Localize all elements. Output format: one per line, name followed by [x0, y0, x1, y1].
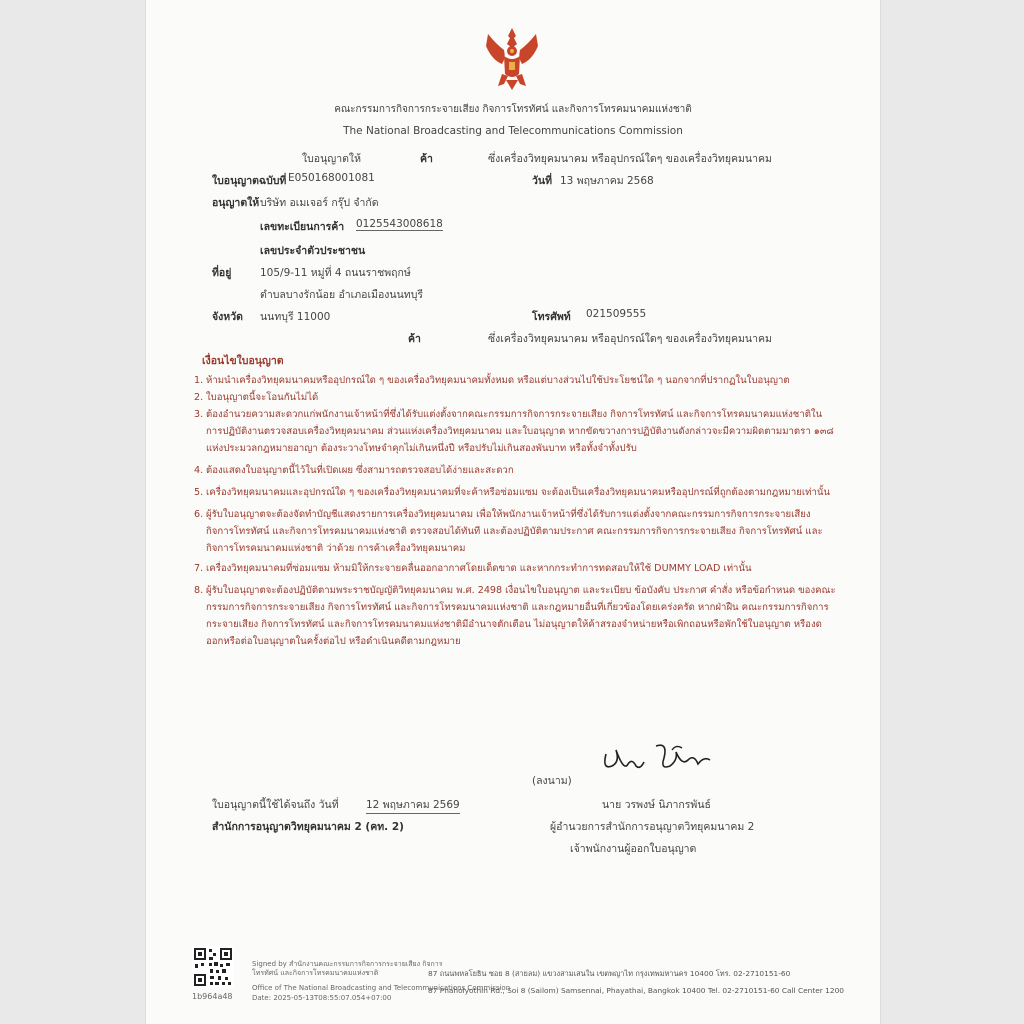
address-line1: 105/9-11 หมู่ที่ 4 ถนนราชพฤกษ์	[260, 267, 411, 279]
condition-item	[194, 389, 836, 406]
condition-number: 1.	[194, 375, 204, 386]
license-number-label: ใบอนุญาตฉบับที่	[212, 175, 287, 187]
signed-by-en: Office of The National Broadcasting and Telecommunications Commission	[252, 984, 511, 992]
license-document	[146, 0, 880, 1024]
commission-name-en: The National Broadcasting and Telecommunications Commission	[343, 125, 683, 137]
trade-registration-number: 0125543008618	[356, 218, 443, 230]
license-type-word: ค้า	[420, 153, 433, 165]
condition-number: 5.	[194, 487, 204, 498]
phone-label: โทรศัพท์	[532, 311, 571, 323]
condition-text: ผู้รับใบอนุญาตจะต้องปฏิบัติตามพระราชบัญญัติวิทยุคมนาคม พ.ศ. 2498 เงื่อนไขใบอนุญาต และระเบียบ ข้อบังคับ ประกาศ คำสั่ง หรือข้อกำหนด ของคณะกรรมการกิจการกระจายเสียง กิจการโทรทัศน์ และกิจการโทรคมนาคมแห่งชาติ และกฎหมายอื่นที่เกี่ยวข้องโดยเคร่งครัด หากฝ่าฝืน คณะกรรมการกิจการกระจายเสียง กิจการโทรทัศน์ และกิจการโทรคมนาคมแห่งชาติมีอำนาจตักเตือน ไม่อนุญาตให้ค้าสรองจำหน่ายหรือเพิกถอนหรือพักใช้ใบอนุญาต หรืองดออกหรือต่อใบอนุญาตในครั้งต่อไป หรือดำเนินคดีตามกฎหมาย	[206, 585, 836, 647]
signature-date: Date: 2025-05-13T08:55:07.054+07:00	[252, 994, 392, 1002]
license-number: E050168001081	[288, 172, 375, 184]
grantee-name: บริษัท อเมเจอร์ กรุ๊ป จำกัด	[260, 197, 379, 209]
qr-code-icon	[192, 946, 234, 988]
condition-text: เครื่องวิทยุคมนาคมที่ซ่อมแซม ห้ามมิให้กระจายคลื่นออกอากาศโดยเด็ดขาด และหากกระทำการทดสอบให้ใช้ DUMMY LOAD เท่านั้น	[206, 563, 752, 574]
license-subject: ซึ่งเครื่องวิทยุคมนาคม หรืออุปกรณ์ใดๆ ของเครื่องวิทยุคมนาคม	[488, 153, 772, 165]
condition-item	[194, 462, 836, 479]
condition-number: 6.	[194, 509, 204, 520]
commission-name-th: คณะกรรมการกิจการกระจายเสียง กิจการโทรทัศน์ และกิจการโทรคมนาคมแห่งชาติ	[334, 104, 692, 115]
condition-text: ผู้รับใบอนุญาตจะต้องจัดทำบัญชีแสดงรายการเครื่องวิทยุคมนาคม เพื่อให้พนักงานเจ้าหน้าที่ซึ่งได้รับการแต่งตั้งจากคณะกรรมการกิจการกระจายเสียง กิจการโทรทัศน์ และกิจการโทรคมนาคมแห่งชาติ ตรวจสอบได้ทันที และต้องปฏิบัติตามประกาศ คณะกรรมการกิจการกระจายเสียง กิจการโทรทัศน์ และกิจการโทรคมนาคมแห่งชาติ ว่าด้วย การค้าเครื่องวิทยุคมนาคม	[206, 509, 823, 554]
signer-role: เจ้าพนักงานผู้ออกใบอนุญาต	[570, 843, 697, 855]
condition-number: 4.	[194, 465, 204, 476]
condition-text: ต้องอำนวยความสะดวกแก่พนักงานเจ้าหน้าที่ซึ่งได้รับแต่งตั้งจากคณะกรรมการกิจการกระจายเสียง กิจการโทรทัศน์ และกิจการโทรคมนาคมแห่งชาติในการปฏิบัติงานตรวจสอบเครื่องวิทยุคมนาคม ส่วนแห่งเครื่องวิทยุคมนาคม และใบอนุญาต หากขัดขวางการปฏิบัติงานดังกล่าวจะมีความผิดตามมาตรา ๑๓๘ แห่งประมวลกฎหมายอาญา ต้องระวางโทษจำคุกไม่เกินหนึ่งปี หรือปรับไม่เกินสองพันบาท หรือทั้งจำทั้งปรับ	[206, 409, 834, 454]
signed-by-th: Signed by สำนักงานคณะกรรมการกิจการกระจายเสียง กิจการโทรทัศน์ และกิจการโทรคมนาคมแห่งชาติ	[252, 960, 443, 977]
handwritten-signature-icon	[598, 736, 718, 784]
commission-address-th: 87 ถนนพหลโยธิน ซอย 8 (สายลม) แขวงสามเสนใน เขตพญาไท กรุงเทพมหานคร 10400 โทร. 02-2710151-60	[428, 969, 791, 978]
license-type-word-2: ค้า	[408, 333, 421, 345]
condition-item	[194, 372, 836, 389]
address-line2: ตำบลบางรักน้อย อำเภอเมืองนนทบุรี	[260, 289, 424, 301]
condition-item	[194, 506, 836, 557]
condition-number: 7.	[194, 563, 204, 574]
license-subject-2: ซึ่งเครื่องวิทยุคมนาคม หรืออุปกรณ์ใดๆ ของเครื่องวิทยุคมนาคม	[488, 333, 772, 345]
condition-number: 3.	[194, 409, 204, 420]
grantee-label: อนุญาตให้	[212, 197, 260, 209]
commission-address-en: 87 Phaholyothin Rd., Soi 8 (Sailom) Samsennai, Phayathai, Bangkok 10400 Tel. 02-2710151-60 Call Center 1200	[428, 986, 844, 995]
signature-label: (ลงนาม)	[532, 775, 572, 787]
validity-date: 12 พฤษภาคม 2569	[366, 796, 460, 814]
grant-label: ใบอนุญาตให้	[302, 153, 361, 165]
garuda-emblem-icon	[482, 24, 542, 94]
condition-text: ใบอนุญาตนี้จะโอนกันไม่ได้	[206, 392, 319, 403]
conditions-title: เงื่อนไขใบอนุญาต	[202, 355, 284, 367]
license-date: 13 พฤษภาคม 2568	[560, 175, 654, 187]
phone-number: 021509555	[586, 308, 647, 320]
province-label: จังหวัด	[212, 311, 243, 323]
condition-item	[194, 582, 836, 650]
signer-title: ผู้อำนวยการสำนักการอนุญาตวิทยุคมนาคม 2	[550, 821, 755, 833]
signer-name: นาย วรพงษ์ นิภากรพันธ์	[602, 799, 711, 811]
national-id-label: เลขประจำตัวประชาชน	[260, 245, 366, 257]
condition-text: ต้องแสดงใบอนุญาตนี้ไว้ในที่เปิดเผย ซึ่งสามารถตรวจสอบได้ง่ายและสะดวก	[206, 465, 514, 476]
qr-code-text: 1b964a48	[192, 992, 233, 1001]
condition-text: ห้ามนำเครื่องวิทยุคมนาคมหรืออุปกรณ์ใด ๆ ของเครื่องวิทยุคมนาคมทั้งหมด หรือแต่บางส่วนไปใช้ประโยชน์ใด ๆ นอกจากที่ปรากฏในใบอนุญาต	[206, 375, 790, 386]
condition-number: 2.	[194, 392, 204, 403]
condition-text: เครื่องวิทยุคมนาคมและอุปกรณ์ใด ๆ ของเครื่องวิทยุคมนาคมที่จะค้าหรือซ่อมแซม จะต้องเป็นเครื่องวิทยุคมนาคมหรืออุปกรณ์ที่ถูกต้องตามกฎหมายเท่านั้น	[206, 487, 830, 498]
validity-label: ใบอนุญาตนี้ใช้ได้จนถึง วันที่	[212, 799, 339, 811]
condition-item	[194, 484, 836, 501]
address-label: ที่อยู่	[212, 267, 232, 279]
condition-number: 8.	[194, 585, 204, 596]
condition-item	[194, 406, 836, 457]
trade-registration-label: เลขทะเบียนการค้า	[260, 221, 345, 233]
issuing-office: สำนักการอนุญาตวิทยุคมนาคม 2 (คท. 2)	[212, 821, 404, 833]
condition-item	[194, 560, 836, 577]
province-value: นนทบุรี 11000	[260, 311, 331, 323]
date-label: วันที่	[532, 175, 552, 187]
